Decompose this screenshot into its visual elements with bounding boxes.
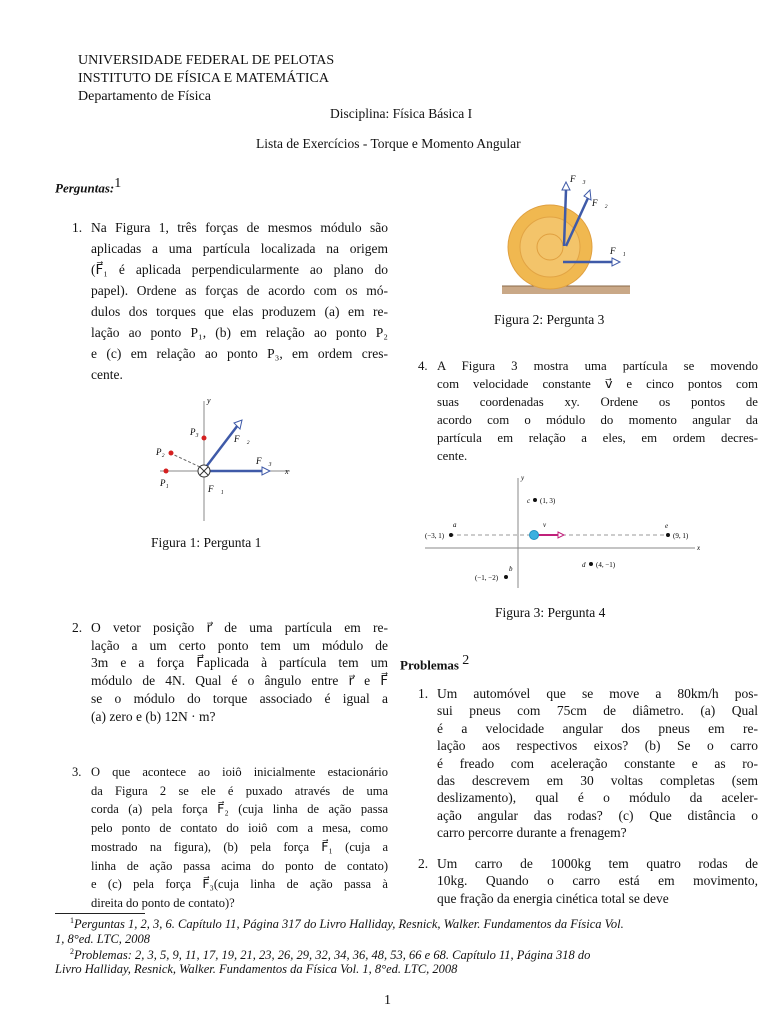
text-line: mostrado na figura), (b) pela força F⃗₁ (cuja a — [91, 839, 388, 854]
text-line: suas coordenadas xy. Ordene os pontos de — [437, 395, 758, 409]
coord-c: (1, 3) — [540, 497, 556, 505]
footnote-line — [55, 963, 457, 977]
text-line: lação aos respectivos eixos? (b) Se o carro — [437, 738, 758, 754]
coord-a: (−3, 1) — [425, 532, 445, 540]
text-line: deslizamento), qual é o módulo da aceler- — [437, 790, 758, 806]
text-line: cente. — [437, 449, 468, 463]
text-line: (a) zero e (b) 12N · m? — [91, 708, 216, 724]
page-number: 1 — [384, 993, 391, 1008]
text-line: se o módulo do torque associado é igual a — [91, 690, 388, 706]
text-line: lação ao ponto P₁, (b) em relação ao ponto P₂ — [91, 325, 388, 340]
item-number: 4. — [418, 359, 428, 373]
figure-3-caption: Figura 3: Pergunta 4 — [495, 605, 606, 620]
item-number: 1. — [418, 686, 429, 701]
text-line: e (c) em relação ao ponto P₃, em ordem cres- — [91, 346, 388, 361]
label-f1: F⃗₁ — [208, 484, 224, 494]
text-line: acordo com o módulo do momento angular da — [437, 413, 758, 427]
text-line: 3m e a força F⃗aplicada à partícula tem um — [91, 655, 388, 671]
text-line: lação a um certo ponto tem um módulo de — [91, 637, 388, 653]
point-p1 — [164, 469, 169, 474]
text-line: cente. — [91, 367, 123, 382]
footnote-line — [70, 917, 624, 932]
footnote-line — [55, 933, 150, 947]
problems-heading — [400, 653, 469, 673]
label-e: e — [665, 522, 669, 530]
coord-e: (9, 1) — [673, 532, 689, 540]
point-p2 — [169, 451, 174, 456]
text-line: O vetor posição r⃗ de uma partícula em re- — [91, 620, 388, 635]
item-number: 2. — [72, 620, 83, 635]
text-line: papel). Ordene as forças de acordo com os mó- — [91, 283, 388, 298]
footnote-text: Problemas: 2, 3, 5, 9, 11, 17, 19, 21, 23, 26, 29, 32, 34, 36, 48, 53, 66 e 68. Capítulo 11, Página 318 do — [74, 948, 591, 963]
label-v: v⃗ — [543, 521, 552, 529]
label-a: a — [453, 521, 457, 529]
label-p3: P₃ — [190, 427, 199, 437]
figure-1-caption: Figura 1: Pergunta 1 — [151, 535, 262, 550]
label-c: c — [527, 497, 531, 505]
figure-2-caption: Figura 2: Pergunta 3 — [494, 312, 605, 327]
coord-d: (4, −1) — [596, 561, 616, 569]
axis-y-label: y — [207, 396, 211, 405]
label-f2: F⃗₂ — [592, 198, 608, 208]
text-line: ação angular das rodas? (c) Que distância o — [437, 807, 758, 823]
label-d: d — [582, 561, 586, 569]
text-line: e (c) pela força F⃗₃(cuja linha de ação passa à — [91, 877, 388, 892]
university-name: UNIVERSIDADE FEDERAL DE PELOTAS — [78, 53, 335, 68]
footnote-ref-2: 2 — [462, 653, 470, 668]
item-number: 3. — [72, 765, 82, 779]
axis-x-label: x — [285, 467, 289, 476]
axis-x-label: x — [697, 544, 701, 552]
text-line: Na Figura 1, três forças de mesmos módulo são — [91, 220, 388, 235]
text-line: sui pneus com 75cm de diâmetro. (a) Qual — [437, 703, 758, 719]
text-line: Um carro de 1000kg tem quatro rodas de — [437, 856, 758, 871]
footnote-ref-1: 1 — [114, 176, 122, 191]
point-p3 — [202, 436, 207, 441]
label-p1: P₁ — [160, 478, 169, 488]
text-line: com velocidade constante v⃗ e cinco pontos com — [437, 377, 758, 391]
document-title: Lista de Exercícios - Torque e Momento Angular — [256, 136, 521, 151]
coord-b: (−1, −2) — [475, 574, 499, 582]
text-line: carro percorre durante a frenagem? — [437, 825, 627, 841]
label-p2: P₂ — [156, 447, 165, 457]
figure-1 — [150, 393, 300, 523]
footnote-rule — [55, 913, 145, 914]
text-line: corda (a) pela força F⃗₂ (cuja linha de ação passa — [91, 802, 388, 817]
text-line: é a velocidade angular dos pneus em re- — [437, 720, 758, 736]
questions-heading-text: Perguntas: — [55, 180, 115, 196]
footnote-mark: 2 — [70, 947, 74, 956]
questions-heading — [55, 176, 121, 196]
item-number: 2. — [418, 856, 429, 871]
text-line: A Figura 3 mostra uma partícula se movendo — [437, 359, 758, 373]
text-line: (F⃗₁ é aplicada perpendicularmente ao plano do — [91, 262, 388, 277]
text-line: direita do ponto de contato)? — [91, 895, 235, 910]
text-line: partícula em relação a eles, em ordem decres- — [437, 431, 758, 445]
label-f2: F⃗₂ — [234, 434, 250, 444]
footnote-mark: 1 — [70, 916, 74, 925]
footnote-text: 1, 8°ed. LTC, 2008 — [55, 932, 151, 946]
text-line: módulo de 4N. Qual é o ângulo entre r⃗ e F⃗ — [91, 673, 388, 689]
label-f3: F⃗₃ — [570, 174, 586, 184]
text-line: 10kg. Quando o carro está em movimento, — [437, 873, 758, 889]
label-f1: F⃗₁ — [610, 246, 626, 256]
text-line: é freado com aceleração constante e as ro- — [437, 755, 758, 771]
item-number: 1. — [72, 220, 83, 235]
footnote-text: Livro Halliday, Resnick, Walker. Fundamentos da Física Vol. 1, 8°ed. LTC, 2008 — [55, 962, 458, 976]
department-name: Departamento de Física — [78, 89, 211, 104]
text-line: das descrevem em 30 voltas completas (sem — [437, 773, 758, 788]
problems-heading-text: Problemas — [400, 657, 459, 673]
label-b: b — [509, 565, 513, 573]
figure-3 — [425, 473, 705, 593]
text-line: O que acontece ao ioiô inicialmente estacionário — [91, 765, 388, 779]
text-line: que fração da energia cinética total se deve — [437, 890, 669, 906]
footnote-line — [70, 948, 590, 963]
text-line: pelo ponto de contato do ioiô com a mesa, como — [91, 821, 388, 836]
axis-y-label: y — [521, 474, 525, 482]
discipline: Disciplina: Física Básica I — [330, 106, 473, 121]
text-line: linha de ação passa acima do ponto de contato) — [91, 858, 388, 873]
text-line: aplicadas a uma partícula localizada na origem — [91, 241, 388, 256]
text-line: Um automóvel que se move a 80km/h pos- — [437, 686, 758, 701]
footnote-text: Perguntas 1, 2, 3, 6. Capítulo 11, Página 317 do Livro Halliday, Resnick, Walker. Fundamentos da Física Vol. — [74, 917, 624, 932]
label-f3: F⃗₃ — [256, 456, 272, 466]
text-line: dulos dos torques que elas produzem (a) em re- — [91, 304, 388, 319]
figure-2 — [500, 170, 635, 300]
institute-name: INSTITUTO DE FÍSICA E MATEMÁTICA — [78, 71, 329, 86]
text-line: da Figura 2 se ele é puxado através de uma — [91, 783, 388, 798]
